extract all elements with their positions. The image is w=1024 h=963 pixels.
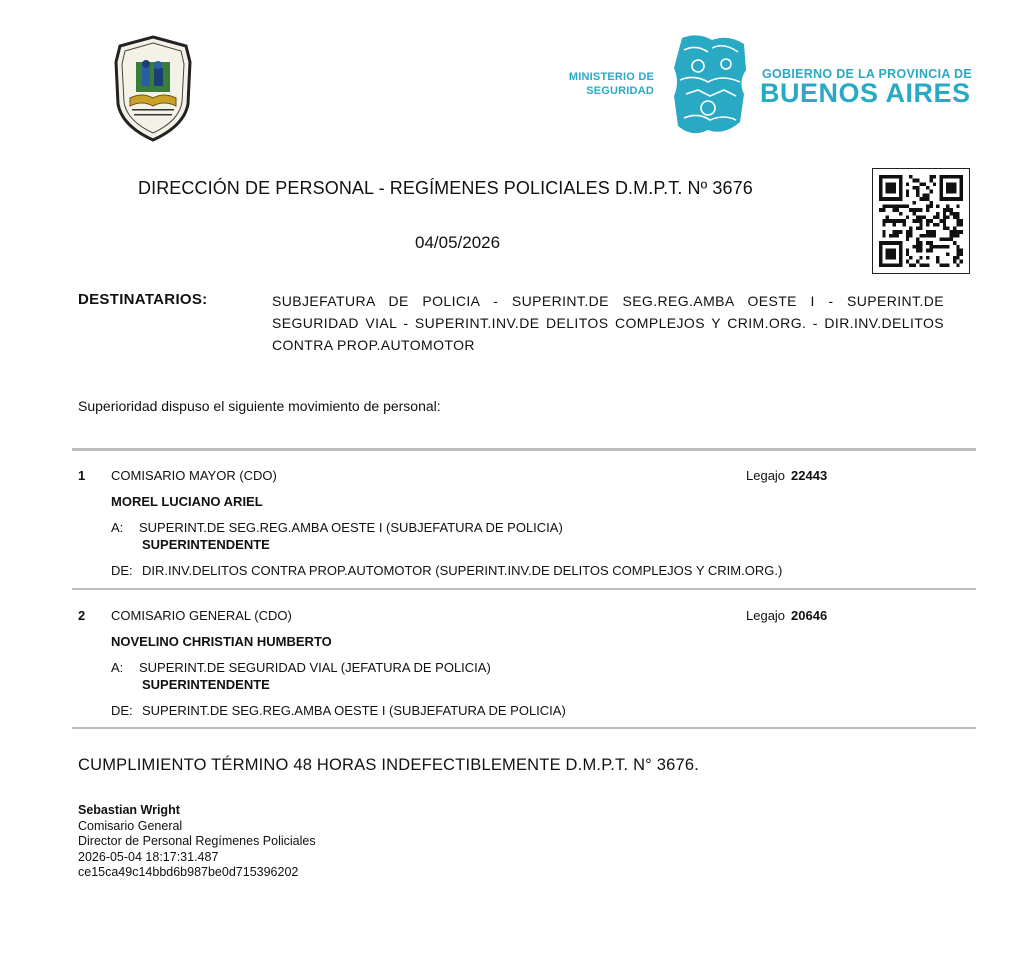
signer-position: Director de Personal Regímenes Policiales — [78, 834, 316, 848]
destination-unit: SUPERINT.DE SEGURIDAD VIAL (JEFATURA DE POLICIA) — [139, 660, 491, 675]
recipients-text: SUBJEFATURA DE POLICIA - SUPERINT.DE SEG.REG.AMBA OESTE I - SUPERINT.DE SEGURIDAD VIAL - SUPERINT.INV.DE DELITOS COMPLEJOS Y CRIM.ORG. - DIR.INV.DELITOS CONTRA PROP.AUTOMOTOR — [272, 293, 944, 353]
police-badge-logo — [112, 34, 194, 144]
entry-name: MOREL LUCIANO ARIEL — [111, 494, 263, 509]
entry-number: 2 — [78, 608, 86, 623]
entry-origin — [111, 703, 566, 718]
entry-role: SUPERINTENDENTE — [142, 677, 270, 692]
province-government-label: GOBIERNO DE LA PROVINCIA DE — [762, 67, 972, 81]
entry-rank: COMISARIO GENERAL (CDO) — [111, 608, 292, 623]
signature-block — [78, 803, 316, 881]
entry-number: 1 — [78, 468, 86, 483]
divider — [72, 448, 976, 451]
entry-legajo — [746, 608, 827, 623]
signer-rank: Comisario General — [78, 818, 183, 833]
recipients-label: DESTINATARIOS: — [78, 291, 208, 308]
divider — [72, 727, 976, 729]
divider — [72, 588, 976, 590]
document-date: 04/05/2026 — [415, 233, 501, 252]
entry-name: NOVELINO CHRISTIAN HUMBERTO — [111, 634, 332, 649]
signer-name: Sebastian Wright — [78, 803, 180, 817]
signature-timestamp: 2026-05-04 18:17:31.487 — [78, 849, 219, 864]
entry-destination — [111, 520, 563, 535]
destination-label: A: — [111, 520, 124, 535]
entry-destination — [111, 660, 491, 675]
ministry-line-1: MINISTERIO DE — [568, 71, 654, 83]
legajo-label: Legajo — [746, 468, 786, 483]
legajo-number: 20646 — [791, 608, 828, 623]
legajo-number: 22443 — [791, 468, 828, 483]
intro-text: Superioridad dispuso el siguiente movimiento de personal: — [78, 398, 441, 414]
entry-legajo — [746, 468, 827, 483]
origin-label: DE: — [111, 563, 133, 578]
province-name-label: BUENOS AIRES — [760, 78, 971, 108]
ministry-logo-text — [560, 70, 654, 98]
origin-unit: SUPERINT.DE SEG.REG.AMBA OESTE I (SUBJEFATURA DE POLICIA) — [142, 703, 566, 718]
ministry-line-2: SEGURIDAD — [586, 85, 654, 97]
document-title: DIRECCIÓN DE PERSONAL - REGÍMENES POLICIALES D.M.P.T. Nº 3676 — [138, 178, 753, 198]
province-emblem-logo — [668, 30, 752, 140]
origin-label: DE: — [111, 703, 133, 718]
legajo-label: Legajo — [746, 608, 786, 623]
destination-label: A: — [111, 660, 124, 675]
destination-unit: SUPERINT.DE SEG.REG.AMBA OESTE I (SUBJEFATURA DE POLICIA) — [139, 520, 563, 535]
entry-origin — [111, 563, 782, 578]
compliance-notice: CUMPLIMIENTO TÉRMINO 48 HORAS INDEFECTIBLEMENTE D.M.P.T. N° 3676. — [78, 756, 700, 774]
entry-role: SUPERINTENDENTE — [142, 537, 270, 552]
qr-code[interactable] — [872, 168, 970, 274]
origin-unit: DIR.INV.DELITOS CONTRA PROP.AUTOMOTOR (SUPERINT.INV.DE DELITOS COMPLEJOS Y CRIM.ORG.) — [142, 563, 783, 578]
entry-rank: COMISARIO MAYOR (CDO) — [111, 468, 277, 483]
signature-hash: ce15ca49c14bbd6b987be0d715396202 — [78, 865, 299, 879]
